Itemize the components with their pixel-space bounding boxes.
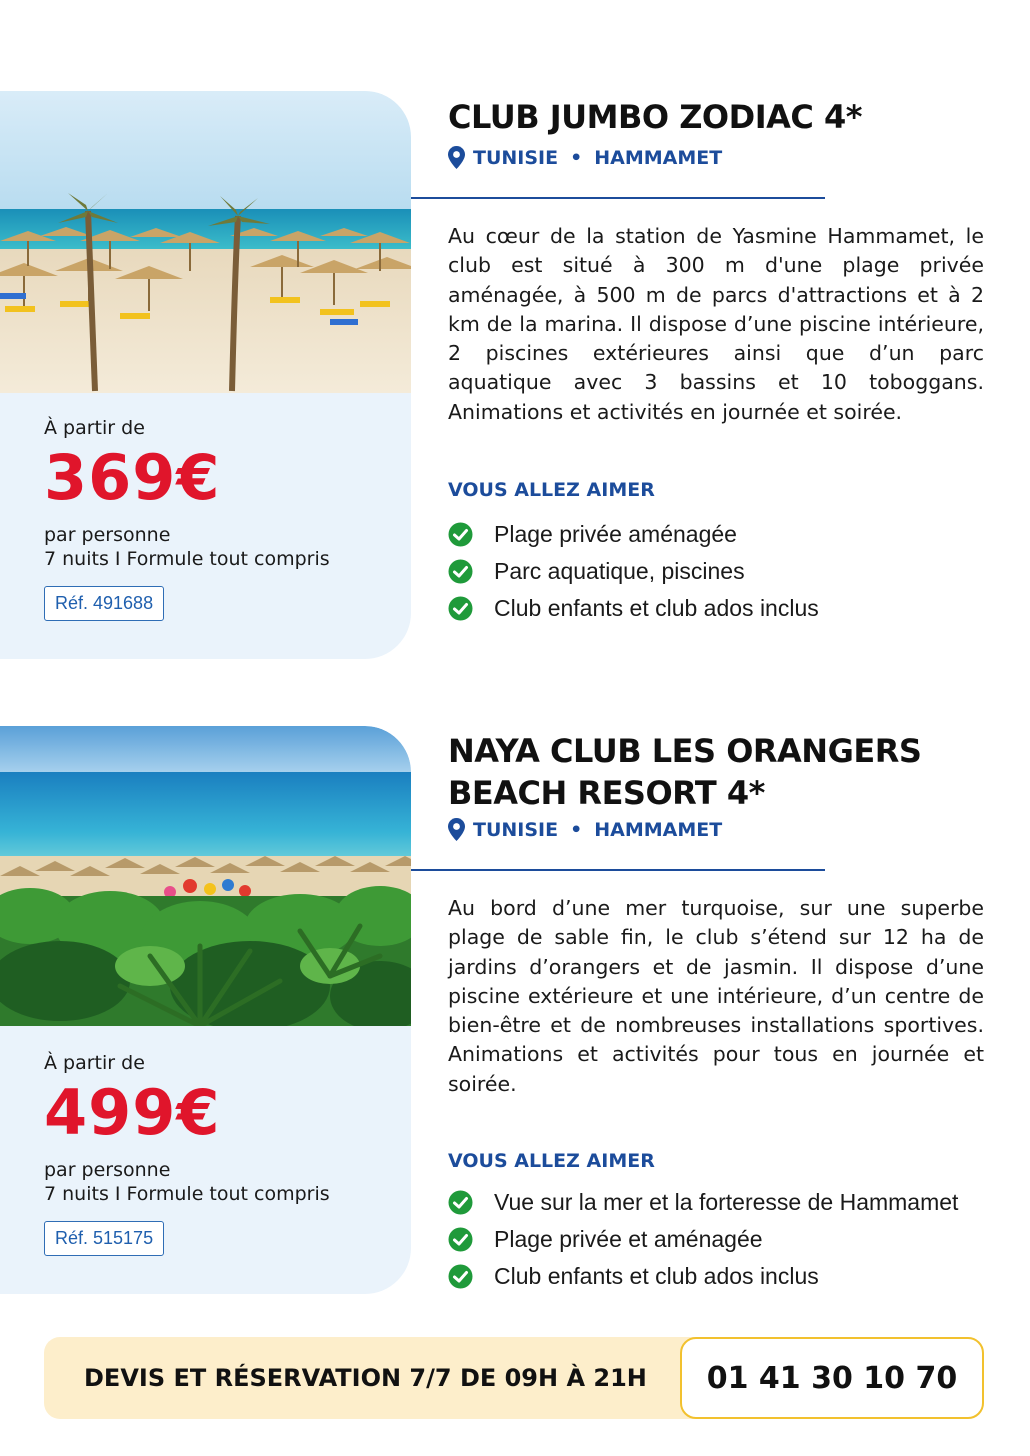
price-block-2 (44, 1052, 330, 1256)
reference-badge: Réf. 491688 (44, 586, 164, 621)
list-item-label: Plage privée et aménagée (494, 1226, 763, 1252)
list-item (448, 1221, 958, 1258)
hotel-title-line: BEACH RESORT 4* (448, 774, 765, 812)
check-circle-icon (448, 596, 473, 621)
offer-card-2 (0, 726, 411, 1294)
love-heading-2: VOUS ALLEZ AIMER (448, 1150, 655, 1172)
divider-2 (411, 869, 825, 871)
phone-number[interactable]: 01 41 30 10 70 (680, 1337, 984, 1419)
booking-footer (44, 1337, 984, 1419)
location-2 (448, 818, 722, 841)
formula-label: 7 nuits I Formule tout compris (44, 548, 330, 570)
reference-badge: Réf. 515175 (44, 1221, 164, 1256)
price: 499€ (44, 1076, 221, 1149)
check-circle-icon (448, 1227, 473, 1252)
list-item-label: Vue sur la mer et la forteresse de Hammamet (494, 1189, 959, 1215)
love-list-2 (448, 1184, 958, 1295)
price: 369€ (44, 441, 221, 514)
booking-hours-label: DEVIS ET RÉSERVATION 7/7 DE 09H À 21H (84, 1364, 647, 1392)
check-circle-icon (448, 1190, 473, 1215)
description-2: Au bord d’une mer turquoise, sur une superbe plage de sable fin, le club s’étend sur 12 ha de jardins d’orangers et de jasmin. Il dispose d’une piscine extérieure et une intérieure, d’un centre de bien-être et de nombreuses installations sportives. Animations et activités pour tous en journée et soirée. (448, 896, 984, 1096)
hotel-title-line: NAYA CLUB LES ORANGERS (448, 732, 922, 770)
list-item (448, 1184, 958, 1221)
separator-dot: • (570, 146, 583, 169)
location-1 (448, 146, 722, 169)
divider-1 (411, 197, 825, 199)
hotel-title-line: CLUB JUMBO ZODIAC 4* (448, 98, 862, 136)
city-label: HAMMAMET (594, 818, 723, 841)
map-pin-icon (448, 146, 465, 169)
from-label: À partir de (44, 417, 145, 439)
beach-umbrellas-image (0, 91, 411, 393)
list-item (448, 553, 819, 590)
map-pin-icon (448, 818, 465, 841)
list-item (448, 516, 819, 553)
list-item-label: Parc aquatique, piscines (494, 558, 745, 584)
country-label: TUNISIE (473, 818, 559, 841)
check-circle-icon (448, 1264, 473, 1289)
list-item-label: Plage privée aménagée (494, 521, 737, 547)
beach-photo-1 (0, 91, 411, 393)
hotel-title-1 (448, 96, 862, 138)
per-person-label: par personne (44, 1159, 171, 1181)
list-item (448, 1258, 958, 1295)
from-label: À partir de (44, 1052, 145, 1074)
price-block-1 (44, 417, 330, 621)
separator-dot: • (570, 818, 583, 841)
formula-label: 7 nuits I Formule tout compris (44, 1183, 330, 1205)
per-person-label: par personne (44, 524, 171, 546)
love-list-1 (448, 516, 819, 627)
city-label: HAMMAMET (594, 146, 723, 169)
check-circle-icon (448, 522, 473, 547)
list-item-label: Club enfants et club ados inclus (494, 1263, 819, 1289)
hotel-title-2 (448, 730, 921, 814)
beach-photo-2 (0, 726, 411, 1026)
resort-garden-image (0, 726, 411, 1026)
offer-card-1 (0, 91, 411, 659)
country-label: TUNISIE (473, 146, 559, 169)
list-item-label: Club enfants et club ados inclus (494, 595, 819, 621)
love-heading-1: VOUS ALLEZ AIMER (448, 479, 655, 501)
check-circle-icon (448, 559, 473, 584)
description-1: Au cœur de la station de Yasmine Hammamet, le club est situé à 300 m d'une plage privée aménagée, à 500 m de parcs d'attractions et à 2 km de la marina. Il dispose d’une piscine intérieure, 2 piscines extérieures ainsi que d’un parc aquatique avec 3 bassins et 10 toboggans. Animations et activités en journée et soirée. (448, 224, 984, 424)
list-item (448, 590, 819, 627)
